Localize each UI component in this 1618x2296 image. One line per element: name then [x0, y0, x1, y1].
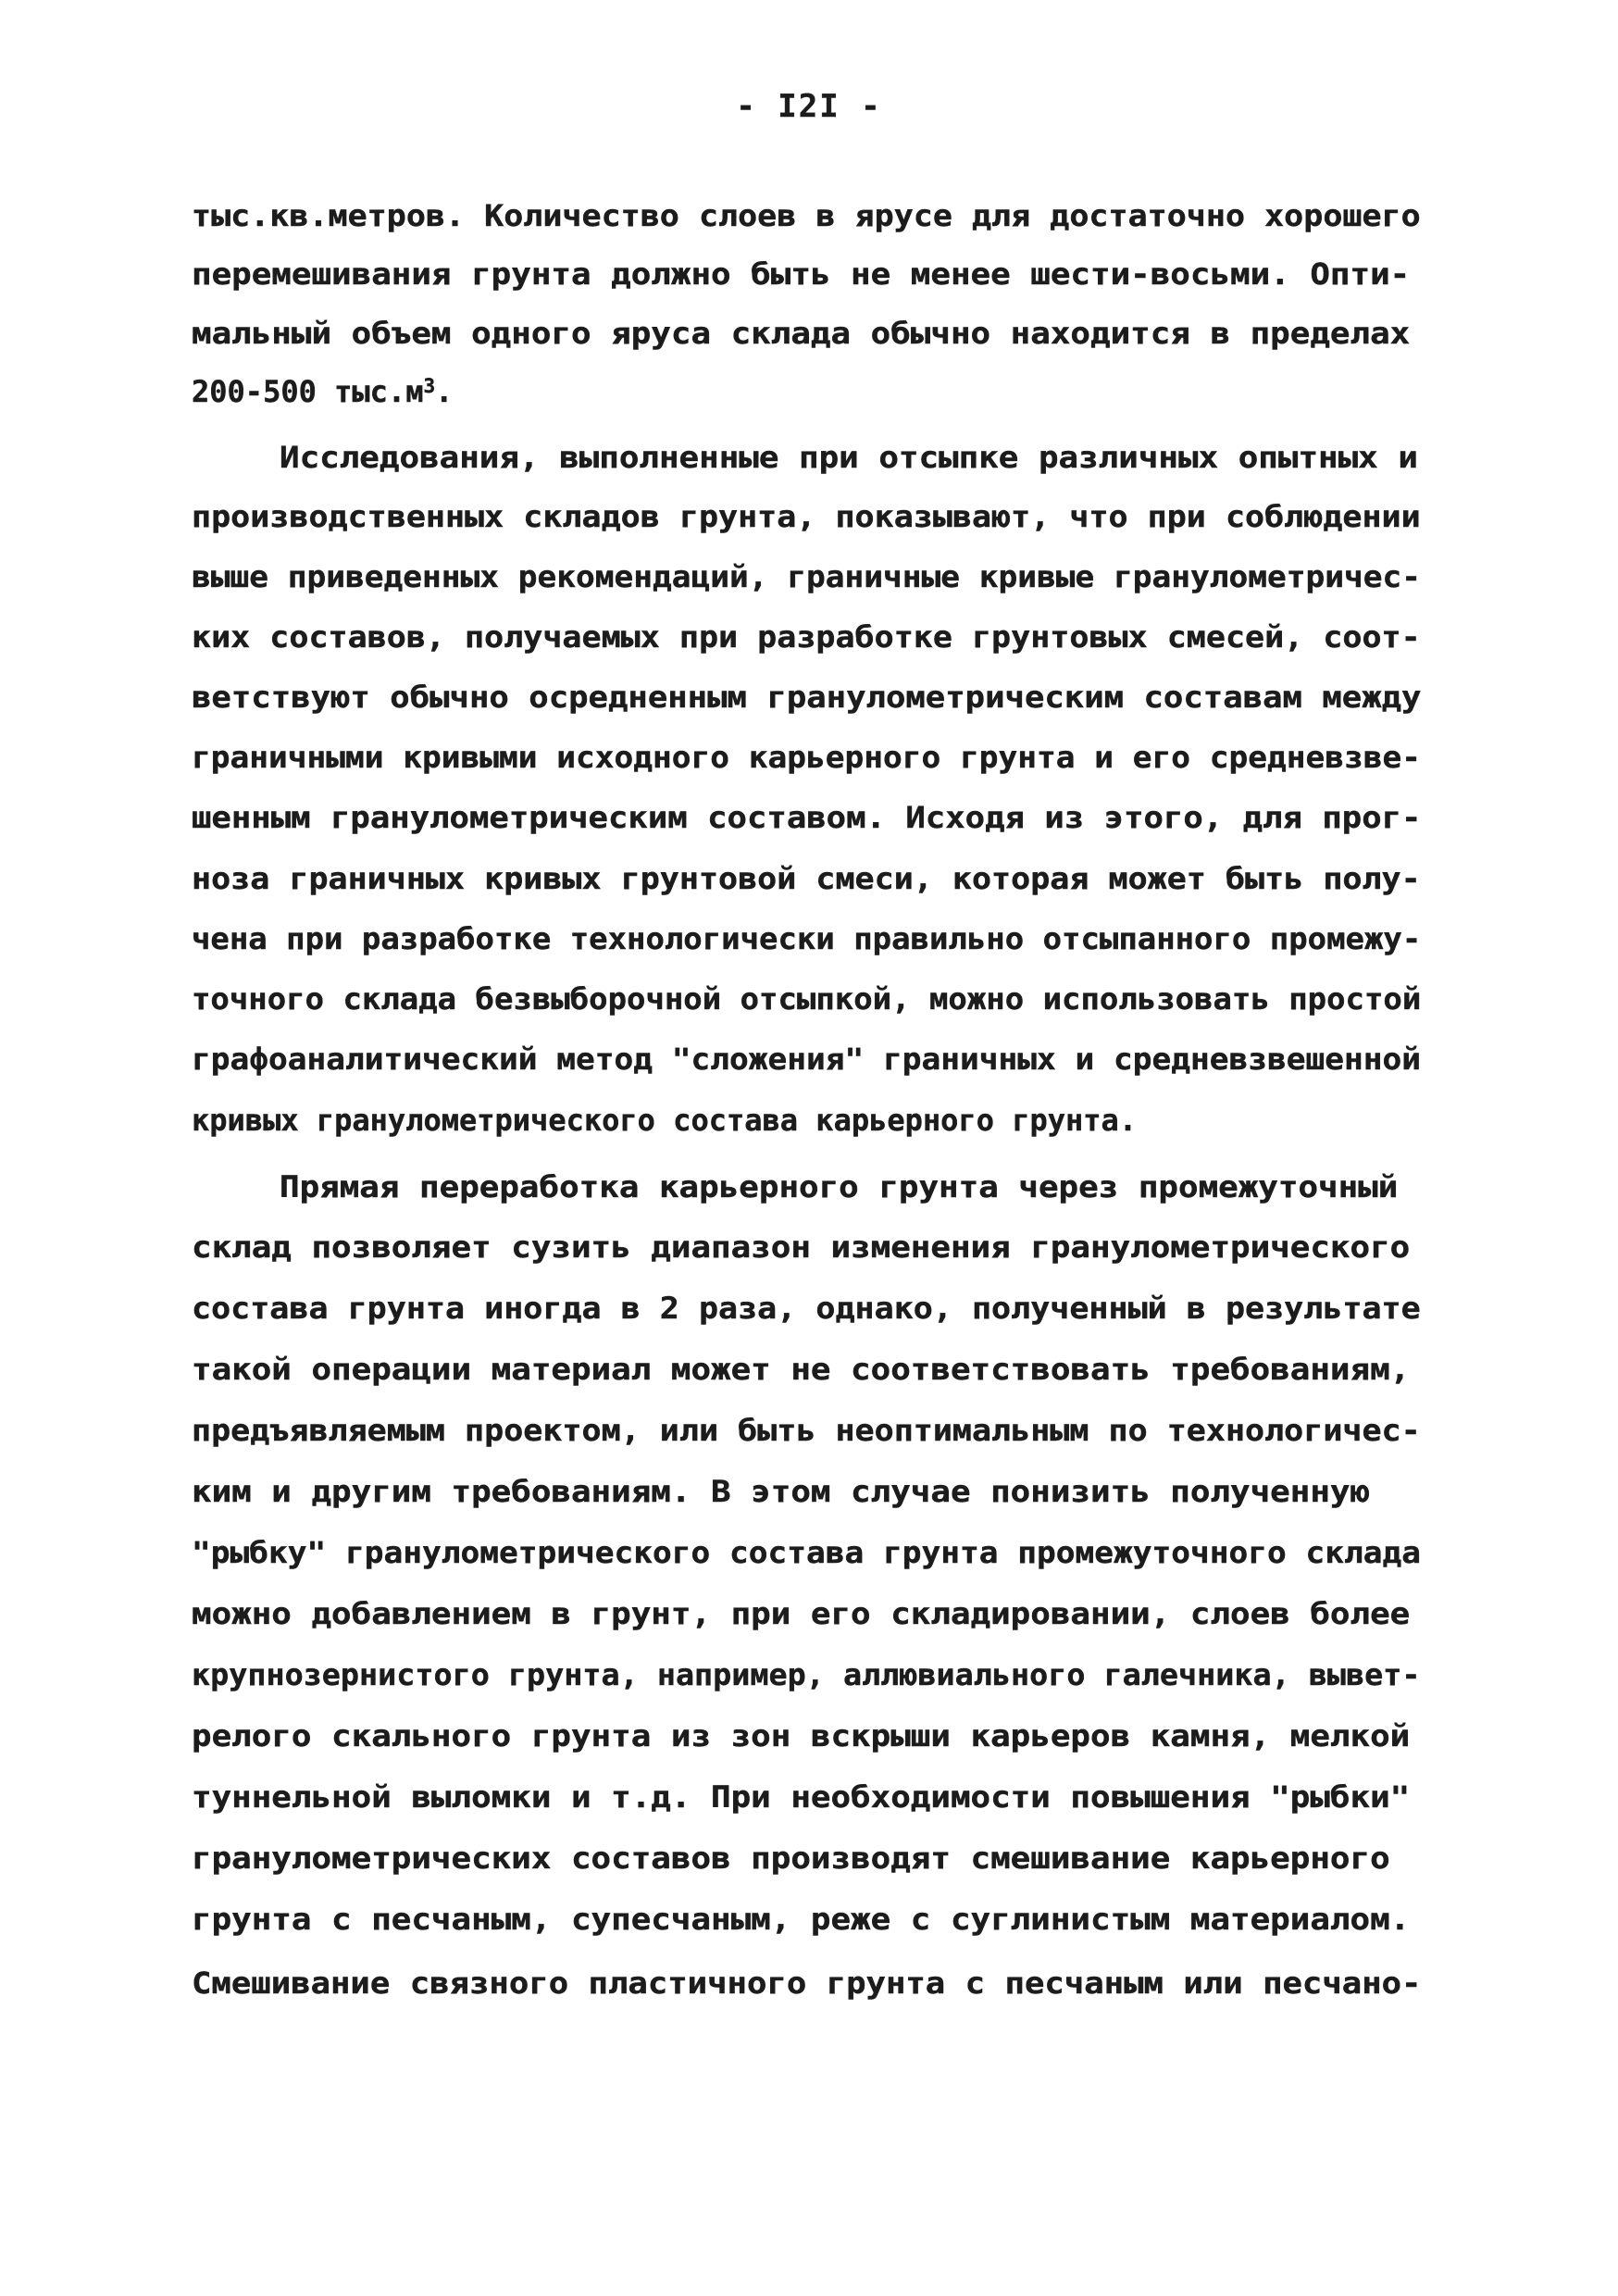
- text-line-3: мальный объем одного яруса склада обычно находится в пределах: [192, 316, 1411, 351]
- text-line-2: перемешивания грунта должно быть не менее шести-восьми. Опти-: [192, 256, 1411, 292]
- text-line-21: предъявляемым проектом, или быть неоптимальным по технологичес-: [192, 1413, 1421, 1448]
- text-line-28: гранулометрических составов производят смешивание карьерного: [192, 1841, 1390, 1876]
- text-line-19: состава грунта иногда в 2 раза, однако, полученный в результате: [192, 1291, 1421, 1326]
- text-line-17: Прямая переработка карьерного грунта через промежуточный: [280, 1169, 1399, 1204]
- text-line-23: "рыбку" гранулометрического состава грунта промежуточного склада: [192, 1535, 1421, 1570]
- text-line-9: ветствуют обычно осредненным гранулометрическим составам между: [192, 680, 1422, 715]
- text-line-5: Исследования, выполненные при отсыпке различных опытных и: [280, 440, 1418, 475]
- text-line-14: точного склада безвыборочной отсыпкой, можно использовать простой: [192, 981, 1422, 1017]
- superscript-3: 3: [423, 375, 436, 397]
- text-line-22: ким и другим требованиям. В этом случае понизить полученную: [192, 1474, 1371, 1509]
- text-line-20: такой операции материал может не соответствовать требованиям,: [192, 1352, 1411, 1387]
- text-line-18: склад позволяет сузить диапазон изменения гранулометрического: [192, 1229, 1411, 1265]
- text-line-1: тыс.кв.метров. Количество слоев в ярусе для достаточно хорошего: [192, 198, 1421, 233]
- text-line-26: релого скального грунта из зон вскрыши карьеров камня, мелкой: [192, 1718, 1411, 1753]
- text-line-29: грунта с песчаным, супесчаным, реже с суглинистым материалом.: [192, 1902, 1411, 1937]
- page-number: - I2I -: [736, 88, 882, 125]
- text-line-30: Смешивание связного пластичного грунта с песчаным или песчано-: [192, 1965, 1422, 2001]
- text-line-10: граничными кривыми исходного карьерного грунта и его средневзве-: [192, 740, 1421, 775]
- text-line-27: туннельной выломки и т.д. При необходимости повышения "рыбки": [192, 1779, 1411, 1815]
- text-line-11: шенным гранулометрическим составом. Исходя из этого, для прог-: [192, 800, 1422, 835]
- text-line-24: можно добавлением в грунт, при его складировании, слоев более: [192, 1596, 1411, 1631]
- text-line-6: производственных складов грунта, показывают, что при соблюдении: [192, 499, 1421, 534]
- text-line-12: ноза граничных кривых грунтовой смеси, которая может быть полу-: [192, 861, 1421, 896]
- text-line-25: крупнозернистого грунта, например, аллювиального галечника, вывет-: [192, 1657, 1421, 1692]
- text-line-4-main: 200-500 тыс.м: [192, 374, 424, 409]
- text-line-4-tail: .: [435, 374, 454, 409]
- text-line-16: кривых гранулометрического состава карьерного грунта.: [192, 1103, 1138, 1138]
- text-line-7: выше приведенных рекомендаций, граничные кривые гранулометричес-: [192, 559, 1421, 594]
- text-line-4: [192, 373, 453, 410]
- text-line-15: графоаналитический метод "сложения" граничных и средневзвешенной: [192, 1042, 1421, 1077]
- text-line-13: чена при разработке технологически правильно отсыпанного промежу-: [192, 921, 1422, 956]
- text-line-8: ких составов, получаемых при разработке грунтовых смесей, соот-: [192, 619, 1421, 655]
